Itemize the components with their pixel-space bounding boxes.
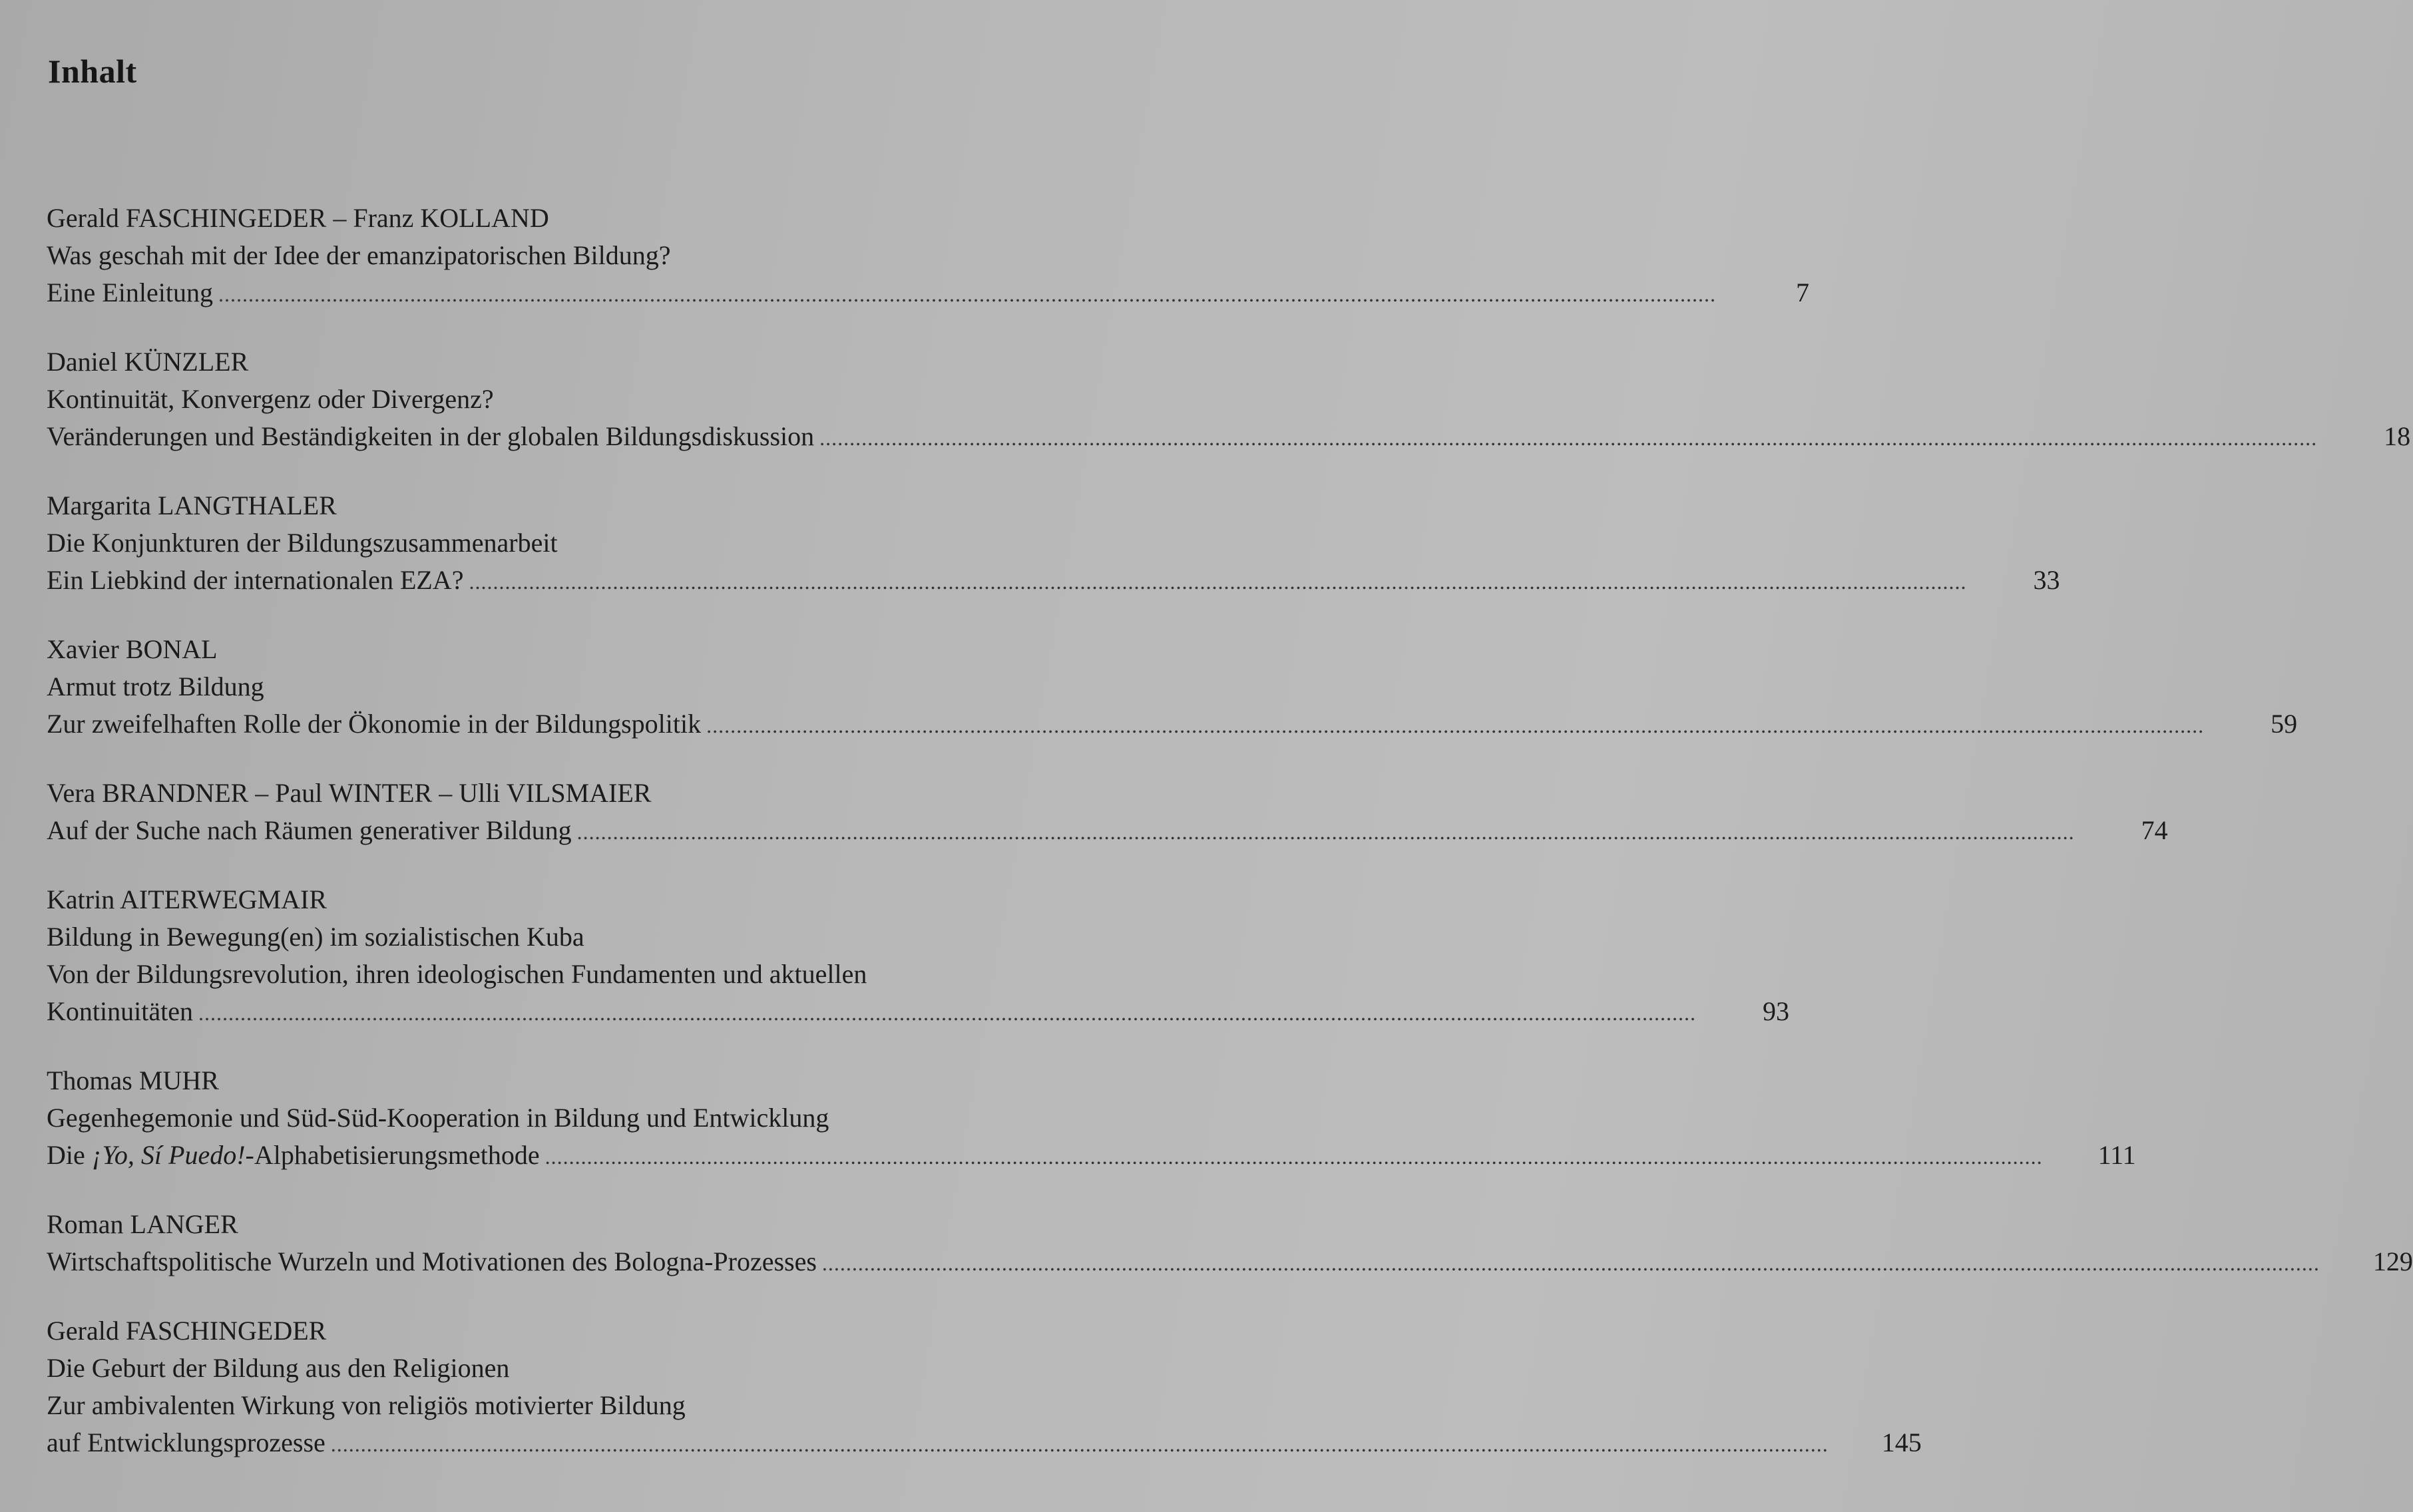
page-title: Inhalt bbox=[48, 53, 137, 90]
toc-entry[interactable] bbox=[47, 631, 2298, 743]
toc-title-line: Von der Bildungsrevolution, ihren ideologischen Fundamenten und aktuellen bbox=[47, 959, 867, 989]
dot-leader: .......................................................................................................................................................................................................................................................... bbox=[576, 820, 2075, 844]
toc-title-line: Bildung in Bewegung(en) im sozialistischen Kuba bbox=[47, 922, 584, 952]
toc-authors: Vera BRANDNER – Paul WINTER – Ulli VILSMAIER bbox=[47, 778, 652, 808]
toc-authors: Roman LANGER bbox=[47, 1209, 238, 1239]
toc-authors: Gerald FASCHINGEDER – Franz KOLLAND bbox=[47, 203, 549, 233]
toc-title-line: Armut trotz Bildung bbox=[47, 671, 264, 701]
toc-title-line: Die Geburt der Bildung aus den Religionen bbox=[47, 1353, 510, 1383]
toc-last-line bbox=[47, 1424, 1922, 1461]
toc-last-line bbox=[47, 812, 2168, 849]
toc-title-line: Kontinuitäten bbox=[47, 996, 193, 1026]
toc-title-suffix: -Alphabetisierungsmethode bbox=[245, 1140, 540, 1170]
toc-last-line bbox=[47, 993, 1789, 1030]
dot-leader: .......................................................................................................................................................................................................................................................... bbox=[218, 282, 1716, 306]
toc-last-line bbox=[47, 562, 2060, 599]
toc-title-line: Kontinuität, Konvergenz oder Divergenz? bbox=[47, 384, 494, 414]
toc-title-line: Ein Liebkind der internationalen EZA? bbox=[47, 565, 464, 595]
toc-page-number: 111 bbox=[2097, 1140, 2136, 1170]
toc-entry[interactable] bbox=[47, 1206, 2413, 1280]
dot-leader: .......................................................................................................................................................................................................................................................... bbox=[198, 1001, 1696, 1025]
toc-entry[interactable] bbox=[47, 775, 2168, 849]
toc-title-line: Eine Einleitung bbox=[47, 278, 213, 307]
toc-page-number: 18 bbox=[2384, 421, 2411, 451]
dot-leader: .......................................................................................................................................................................................................................................................... bbox=[706, 713, 2205, 737]
toc-authors: Katrin AITERWEGMAIR bbox=[47, 884, 328, 914]
toc-authors: Margarita LANGTHALER bbox=[47, 490, 337, 520]
toc-title-italic: ¡Yo, Sí Puedo! bbox=[91, 1140, 246, 1170]
toc-page-number: 93 bbox=[1762, 996, 1789, 1026]
toc-authors: Gerald FASCHINGEDER bbox=[47, 1316, 327, 1346]
toc-title-line: Zur zweifelhaften Rolle der Ökonomie in der Bildungspolitik bbox=[47, 709, 702, 739]
toc-page-number: 74 bbox=[2141, 815, 2168, 845]
toc-title-line: Gegenhegemonie und Süd-Süd-Kooperation in Bildung und Entwicklung bbox=[47, 1103, 829, 1133]
toc-page-number: 7 bbox=[1795, 278, 1809, 307]
toc-title-line bbox=[47, 1137, 540, 1174]
toc-entry[interactable] bbox=[47, 1312, 1922, 1461]
toc-page-number: 33 bbox=[2033, 565, 2060, 595]
toc-last-line bbox=[47, 1137, 2136, 1174]
toc-title-line: Die Konjunkturen der Bildungszusammenarbeit bbox=[47, 528, 558, 558]
toc-authors: Xavier BONAL bbox=[47, 634, 218, 664]
dot-leader: .......................................................................................................................................................................................................................................................... bbox=[821, 1251, 2320, 1275]
dot-leader: .......................................................................................................................................................................................................................................................... bbox=[330, 1432, 1829, 1456]
toc-page-number: 145 bbox=[1881, 1427, 1922, 1457]
toc-title-line: Wirtschaftspolitische Wurzeln und Motivationen des Bologna-Prozesses bbox=[47, 1246, 817, 1276]
toc-title-line: Auf der Suche nach Räumen generativer Bildung bbox=[47, 815, 572, 845]
toc-title-prefix: Die bbox=[47, 1140, 92, 1170]
toc-last-line bbox=[47, 705, 2298, 743]
toc-authors: Thomas MUHR bbox=[47, 1065, 219, 1095]
toc-page-number: 129 bbox=[2372, 1246, 2413, 1276]
dot-leader: .......................................................................................................................................................................................................................................................... bbox=[469, 570, 1967, 594]
toc-last-line bbox=[47, 274, 1809, 311]
toc-title-line: Zur ambivalenten Wirkung von religiös motivierter Bildung bbox=[47, 1390, 686, 1420]
dot-leader: .......................................................................................................................................................................................................................................................... bbox=[545, 1145, 2043, 1169]
toc-authors: Daniel KÜNZLER bbox=[47, 347, 249, 377]
toc-entry[interactable] bbox=[47, 881, 1789, 1030]
toc-entry[interactable] bbox=[47, 343, 2411, 455]
toc-last-line bbox=[47, 418, 2411, 455]
toc-entry[interactable] bbox=[47, 1062, 2136, 1174]
toc-title-line: auf Entwicklungsprozesse bbox=[47, 1427, 326, 1457]
table-of-contents bbox=[47, 200, 2413, 1461]
toc-title-line: Was geschah mit der Idee der emanzipatorischen Bildung? bbox=[47, 240, 671, 270]
toc-last-line bbox=[47, 1243, 2413, 1280]
toc-title-line: Veränderungen und Beständigkeiten in der globalen Bildungsdiskussion bbox=[47, 421, 815, 451]
toc-page-number: 59 bbox=[2271, 709, 2298, 739]
toc-entry[interactable] bbox=[47, 200, 1809, 311]
dot-leader: .......................................................................................................................................................................................................................................................... bbox=[819, 426, 2318, 450]
toc-entry[interactable] bbox=[47, 487, 2060, 599]
